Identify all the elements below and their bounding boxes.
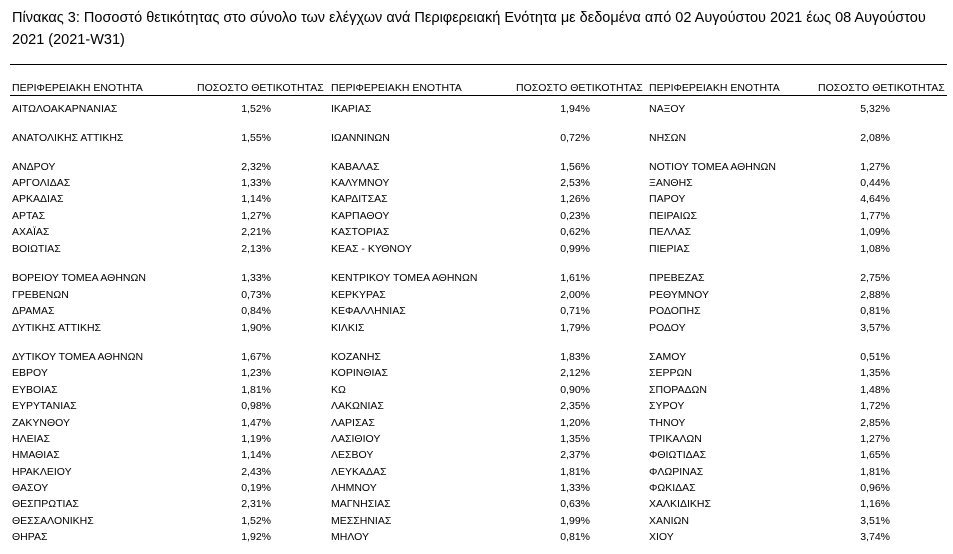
positivity-value: 1,83% [560, 351, 590, 363]
region-name: ΚΑΣΤΟΡΙΑΣ [331, 226, 390, 238]
region-name: ΔΥΤΙΚΟΥ ΤΟΜΕΑ ΑΘΗΝΩΝ [12, 351, 144, 363]
region-name: ΕΥΡΥΤΑΝΙΑΣ [12, 400, 77, 412]
region-name: ΑΡΤΑΣ [12, 210, 46, 222]
positivity-value: 2,53% [560, 177, 590, 189]
positivity-value: 1,81% [860, 466, 890, 478]
region-name: ΓΡΕΒΕΝΩΝ [12, 289, 69, 301]
positivity-value: 0,81% [860, 305, 890, 317]
region-name: ΘΕΣΠΡΩΤΙΑΣ [12, 498, 79, 510]
positivity-value: 2,00% [560, 289, 590, 301]
positivity-value: 1,47% [241, 417, 271, 429]
region-name: ΣΑΜΟΥ [649, 351, 687, 363]
positivity-value: 0,71% [560, 305, 590, 317]
region-name: ΙΩΑΝΝΙΝΩΝ [331, 132, 390, 144]
positivity-value: 1,20% [560, 417, 590, 429]
region-name: ΔΡΑΜΑΣ [12, 305, 55, 317]
positivity-value: 0,73% [241, 289, 271, 301]
positivity-value: 0,99% [560, 243, 590, 255]
positivity-value: 0,90% [560, 384, 590, 396]
region-name: ΣΕΡΡΩΝ [649, 367, 692, 379]
positivity-value: 1,14% [241, 193, 271, 205]
region-name: ΚΩ [331, 384, 346, 396]
header-region: ΠΕΡΙΦΕΡΕΙΑΚΗ ΕΝΟΤΗΤΑ [12, 82, 143, 94]
region-name: ΦΩΚΙΔΑΣ [649, 482, 696, 494]
region-name: ΜΕΣΣΗΝΙΑΣ [331, 515, 392, 527]
positivity-value: 0,72% [560, 132, 590, 144]
header-positivity: ΠΟΣΟΣΤΟ ΘΕΤΙΚΟΤΗΤΑΣ [197, 82, 324, 94]
positivity-value: 1,33% [560, 482, 590, 494]
region-name: ΘΑΣΟΥ [12, 482, 49, 494]
positivity-value: 1,99% [560, 515, 590, 527]
positivity-value: 1,79% [560, 322, 590, 334]
positivity-value: 2,31% [241, 498, 271, 510]
header-region: ΠΕΡΙΦΕΡΕΙΑΚΗ ΕΝΟΤΗΤΑ [331, 82, 462, 94]
positivity-value: 1,33% [241, 272, 271, 284]
region-name: ΖΑΚΥΝΘΟΥ [12, 417, 71, 429]
header-positivity: ΠΟΣΟΣΤΟ ΘΕΤΙΚΟΤΗΤΑΣ [516, 82, 643, 94]
positivity-value: 2,13% [241, 243, 271, 255]
region-name: ΦΘΙΩΤΙΔΑΣ [649, 449, 707, 461]
positivity-value: 1,77% [860, 210, 890, 222]
positivity-value: 2,08% [860, 132, 890, 144]
region-name: ΝΗΣΩΝ [649, 132, 687, 144]
positivity-value: 1,61% [560, 272, 590, 284]
positivity-value: 1,35% [560, 433, 590, 445]
positivity-value: 1,92% [241, 531, 271, 543]
positivity-value: 2,88% [860, 289, 890, 301]
positivity-value: 1,56% [560, 161, 590, 173]
region-name: ΔΥΤΙΚΗΣ ΑΤΤΙΚΗΣ [12, 322, 102, 334]
positivity-value: 1,14% [241, 449, 271, 461]
region-name: ΡΕΘΥΜΝΟΥ [649, 289, 710, 301]
region-name: ΤΡΙΚΑΛΩΝ [649, 433, 702, 445]
region-name: ΙΚΑΡΙΑΣ [331, 103, 372, 115]
positivity-value: 1,33% [241, 177, 271, 189]
region-name: ΚΟΖΑΝΗΣ [331, 351, 381, 363]
region-name: ΑΧΑΪΑΣ [12, 226, 50, 238]
positivity-value: 1,65% [860, 449, 890, 461]
positivity-value: 1,27% [241, 210, 271, 222]
positivity-value: 2,75% [860, 272, 890, 284]
region-name: ΝΟΤΙΟΥ ΤΟΜΕΑ ΑΘΗΝΩΝ [649, 161, 776, 173]
region-name: ΛΗΜΝΟΥ [331, 482, 377, 494]
region-name: ΚΑΛΥΜΝΟΥ [331, 177, 390, 189]
positivity-value: 0,62% [560, 226, 590, 238]
region-name: ΑΙΤΩΛΟΑΚΑΡΝΑΝΙΑΣ [12, 103, 118, 115]
positivity-value: 4,64% [860, 193, 890, 205]
region-name: ΒΟΡΕΙΟΥ ΤΟΜΕΑ ΑΘΗΝΩΝ [12, 272, 146, 284]
region-name: ΚΑΡΠΑΘΟΥ [331, 210, 390, 222]
positivity-value: 0,63% [560, 498, 590, 510]
positivity-value: 1,81% [560, 466, 590, 478]
positivity-value: 2,32% [241, 161, 271, 173]
positivity-value: 2,35% [560, 400, 590, 412]
region-name: ΝΑΞΟΥ [649, 103, 686, 115]
positivity-value: 2,21% [241, 226, 271, 238]
positivity-value: 1,23% [241, 367, 271, 379]
region-name: ΚΑΒΑΛΑΣ [331, 161, 380, 173]
positivity-value: 0,44% [860, 177, 890, 189]
region-name: ΞΑΝΘΗΣ [649, 177, 693, 189]
positivity-value: 1,52% [241, 515, 271, 527]
region-name: ΕΥΒΟΙΑΣ [12, 384, 58, 396]
header-rule [10, 95, 947, 96]
region-name: ΗΛΕΙΑΣ [12, 433, 51, 445]
region-name: ΛΑΣΙΘΙΟΥ [331, 433, 381, 445]
positivity-value: 0,19% [241, 482, 271, 494]
region-name: ΤΗΝΟΥ [649, 417, 686, 429]
region-name: ΗΜΑΘΙΑΣ [12, 449, 60, 461]
positivity-value: 1,94% [560, 103, 590, 115]
positivity-value: 1,81% [241, 384, 271, 396]
region-name: ΛΑΡΙΣΑΣ [331, 417, 375, 429]
region-name: ΑΝΔΡΟΥ [12, 161, 56, 173]
region-name: ΡΟΔΟΠΗΣ [649, 305, 701, 317]
positivity-value: 1,52% [241, 103, 271, 115]
positivity-value: 1,27% [860, 161, 890, 173]
region-name: ΠΕΙΡΑΙΩΣ [649, 210, 697, 222]
positivity-value: 1,09% [860, 226, 890, 238]
positivity-value: 1,19% [241, 433, 271, 445]
positivity-value: 3,74% [860, 531, 890, 543]
region-name: ΒΟΙΩΤΙΑΣ [12, 243, 61, 255]
top-rule [10, 64, 947, 65]
region-name: ΧΙΟΥ [649, 531, 674, 543]
positivity-value: 2,43% [241, 466, 271, 478]
positivity-value: 1,16% [860, 498, 890, 510]
region-name: ΕΒΡΟΥ [12, 367, 48, 379]
positivity-value: 3,57% [860, 322, 890, 334]
region-name: ΗΡΑΚΛΕΙΟΥ [12, 466, 72, 478]
region-name: ΧΑΝΙΩΝ [649, 515, 689, 527]
region-name: ΣΥΡΟΥ [649, 400, 685, 412]
region-name: ΦΛΩΡΙΝΑΣ [649, 466, 704, 478]
region-name: ΜΗΛΟΥ [331, 531, 369, 543]
region-name: ΧΑΛΚΙΔΙΚΗΣ [649, 498, 711, 510]
header-positivity: ΠΟΣΟΣΤΟ ΘΕΤΙΚΟΤΗΤΑΣ [818, 82, 945, 94]
positivity-value: 0,96% [860, 482, 890, 494]
region-name: ΚΟΡΙΝΘΙΑΣ [331, 367, 388, 379]
region-name: ΚΑΡΔΙΤΣΑΣ [331, 193, 388, 205]
region-name: ΑΡΚΑΔΙΑΣ [12, 193, 64, 205]
region-name: ΑΡΓΟΛΙΔΑΣ [12, 177, 71, 189]
positivity-value: 1,72% [860, 400, 890, 412]
positivity-value: 2,37% [560, 449, 590, 461]
region-name: ΚΙΛΚΙΣ [331, 322, 365, 334]
region-name: ΡΟΔΟΥ [649, 322, 686, 334]
region-name: ΜΑΓΝΗΣΙΑΣ [331, 498, 391, 510]
positivity-value: 1,08% [860, 243, 890, 255]
positivity-value: 1,48% [860, 384, 890, 396]
positivity-value: 5,32% [860, 103, 890, 115]
positivity-value: 0,98% [241, 400, 271, 412]
positivity-value: 2,85% [860, 417, 890, 429]
region-name: ΚΕΦΑΛΛΗΝΙΑΣ [331, 305, 406, 317]
positivity-value: 3,51% [860, 515, 890, 527]
region-name: ΠΕΛΛΑΣ [649, 226, 692, 238]
positivity-value: 1,26% [560, 193, 590, 205]
region-name: ΚΕΡΚΥΡΑΣ [331, 289, 386, 301]
region-name: ΛΕΣΒΟΥ [331, 449, 374, 461]
positivity-value: 0,23% [560, 210, 590, 222]
region-name: ΛΕΥΚΑΔΑΣ [331, 466, 387, 478]
positivity-value: 0,81% [560, 531, 590, 543]
region-name: ΠΑΡΟΥ [649, 193, 686, 205]
region-name: ΑΝΑΤΟΛΙΚΗΣ ΑΤΤΙΚΗΣ [12, 132, 124, 144]
table-title: Πίνακας 3: Ποσοστό θετικότητας στο σύνολο των ελέγχων ανά Περιφερειακή Ενότητα με δεδομένα από 02 Αυγούστου 2021 έως 08 Αυγούστου 2021 (2021-W31) [12, 10, 926, 48]
region-name: ΠΡΕΒΕΖΑΣ [649, 272, 705, 284]
positivity-value: 1,27% [860, 433, 890, 445]
region-name: ΛΑΚΩΝΙΑΣ [331, 400, 384, 412]
positivity-value: 0,84% [241, 305, 271, 317]
positivity-value: 2,12% [560, 367, 590, 379]
positivity-value: 0,51% [860, 351, 890, 363]
region-name: ΘΗΡΑΣ [12, 531, 48, 543]
region-name: ΚΕΝΤΡΙΚΟΥ ΤΟΜΕΑ ΑΘΗΝΩΝ [331, 272, 478, 284]
positivity-value: 1,35% [860, 367, 890, 379]
region-name: ΘΕΣΣΑΛΟΝΙΚΗΣ [12, 515, 94, 527]
positivity-value: 1,67% [241, 351, 271, 363]
positivity-value: 1,55% [241, 132, 271, 144]
header-region: ΠΕΡΙΦΕΡΕΙΑΚΗ ΕΝΟΤΗΤΑ [649, 82, 780, 94]
region-name: ΚΕΑΣ - ΚΥΘΝΟΥ [331, 243, 412, 255]
positivity-value: 1,90% [241, 322, 271, 334]
region-name: ΠΙΕΡΙΑΣ [649, 243, 690, 255]
region-name: ΣΠΟΡΑΔΩΝ [649, 384, 707, 396]
